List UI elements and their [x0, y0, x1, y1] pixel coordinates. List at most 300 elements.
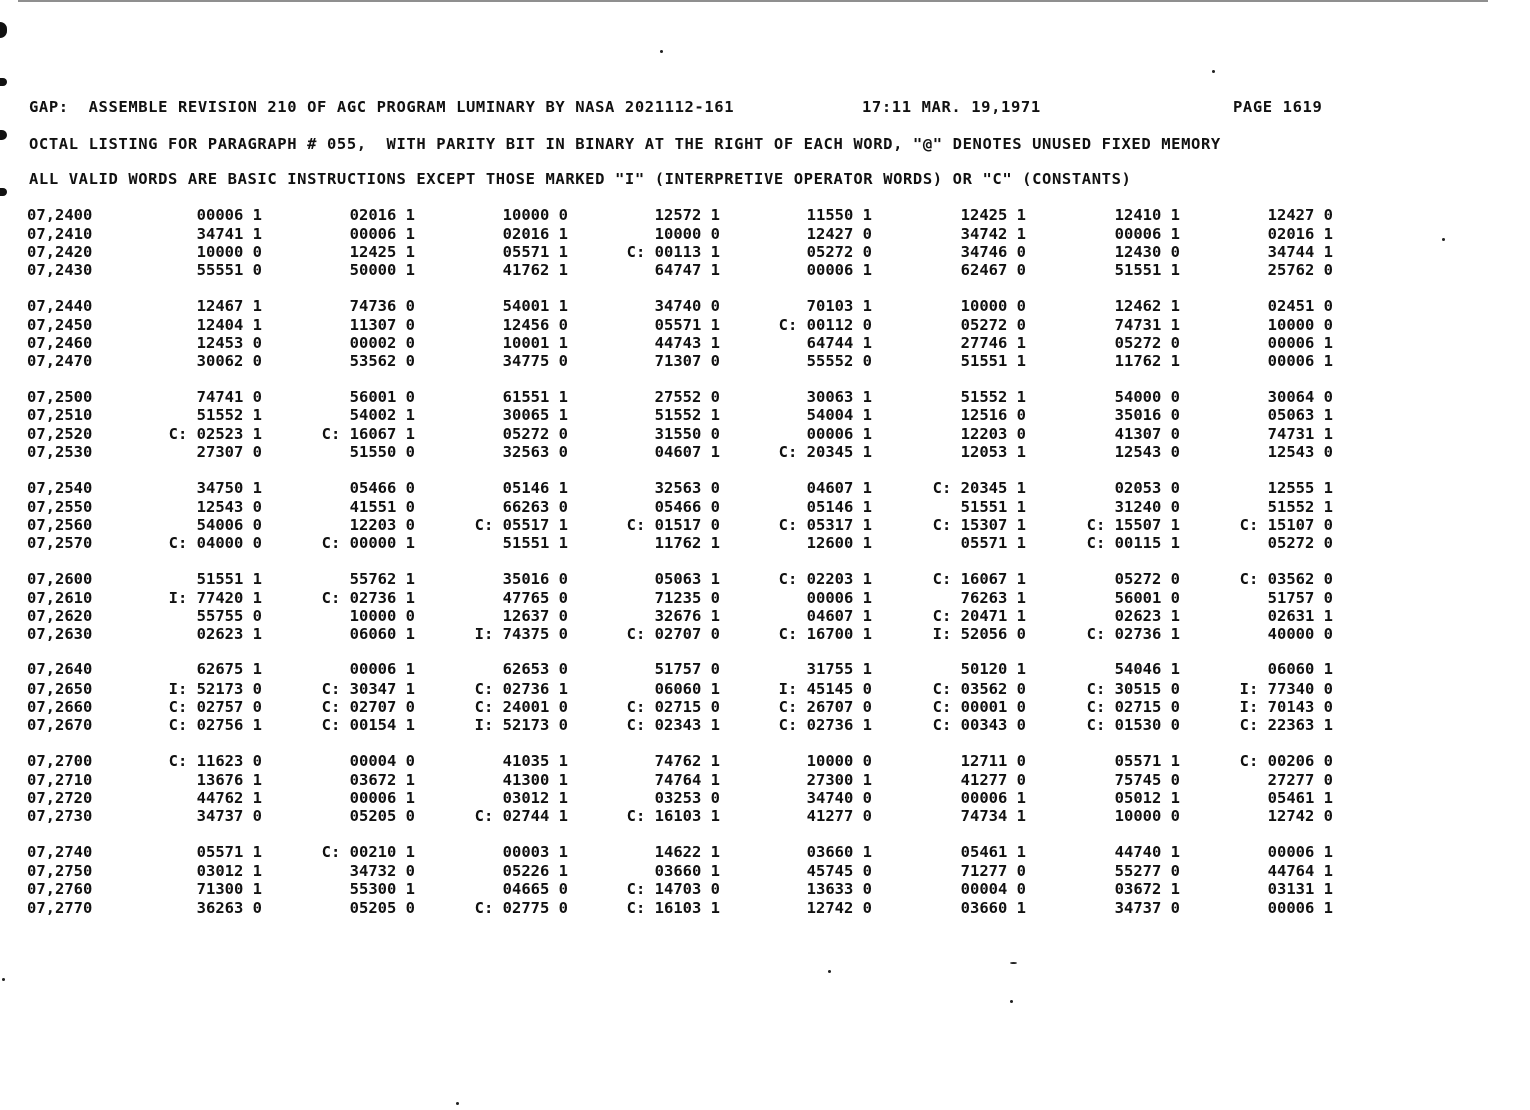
octal-word: 14622 1 — [654, 843, 720, 861]
table-row — [0, 660, 1530, 678]
octal-word: 10000 0 — [349, 607, 415, 625]
octal-word: C: 00113 1 — [626, 243, 720, 261]
octal-word: 00006 1 — [1267, 334, 1333, 352]
octal-word: 32676 1 — [654, 607, 720, 625]
table-row — [0, 225, 1530, 243]
octal-word: 03253 0 — [654, 789, 720, 807]
row-address: 07,2770 — [27, 899, 93, 917]
row-address: 07,2620 — [27, 607, 93, 625]
octal-word: 51552 1 — [1267, 498, 1333, 516]
octal-word: I: 45145 0 — [778, 680, 872, 698]
octal-word: C: 02736 1 — [778, 716, 872, 734]
table-row — [0, 843, 1530, 861]
table-row — [0, 862, 1530, 880]
octal-word: 31755 1 — [806, 660, 872, 678]
octal-word: 71277 0 — [960, 862, 1026, 880]
octal-word: I: 74375 0 — [474, 625, 568, 643]
octal-word: 02631 1 — [1267, 607, 1333, 625]
octal-word: 05205 0 — [349, 899, 415, 917]
octal-word: 10000 0 — [806, 752, 872, 770]
octal-word: C: 00000 1 — [321, 534, 415, 552]
octal-word: 31550 0 — [654, 425, 720, 443]
octal-word: 62675 1 — [196, 660, 262, 678]
octal-word: 05272 0 — [1114, 570, 1180, 588]
octal-word: 02016 1 — [349, 206, 415, 224]
octal-word: 51552 1 — [654, 406, 720, 424]
octal-word: 00006 1 — [349, 789, 415, 807]
octal-word: 12203 0 — [349, 516, 415, 534]
octal-word: 12543 0 — [1267, 443, 1333, 461]
table-row — [0, 316, 1530, 334]
octal-word: 02451 0 — [1267, 297, 1333, 315]
octal-word: 35016 0 — [502, 570, 568, 588]
octal-word: C: 02715 0 — [626, 698, 720, 716]
octal-word: 34742 1 — [960, 225, 1026, 243]
octal-word: 12555 1 — [1267, 479, 1333, 497]
table-row — [0, 607, 1530, 625]
octal-word: 41307 0 — [1114, 425, 1180, 443]
octal-word: 54006 0 — [196, 516, 262, 534]
octal-word: 04607 1 — [806, 607, 872, 625]
row-address: 07,2740 — [27, 843, 93, 861]
octal-word: 55551 0 — [196, 261, 262, 279]
octal-word: 76263 1 — [960, 589, 1026, 607]
octal-word: 54004 1 — [806, 406, 872, 424]
octal-word: 27746 1 — [960, 334, 1026, 352]
octal-word: 00006 1 — [806, 425, 872, 443]
octal-word: 74731 1 — [1267, 425, 1333, 443]
octal-word: C: 16067 1 — [932, 570, 1026, 588]
row-address: 07,2750 — [27, 862, 93, 880]
scan-speck — [1212, 70, 1215, 73]
octal-word: 71307 0 — [654, 352, 720, 370]
octal-word: 12742 0 — [1267, 807, 1333, 825]
octal-word: 41277 0 — [806, 807, 872, 825]
row-address: 07,2430 — [27, 261, 93, 279]
octal-word: 34746 0 — [960, 243, 1026, 261]
octal-word: C: 02203 1 — [778, 570, 872, 588]
listing-legend: ALL VALID WORDS ARE BASIC INSTRUCTIONS EXCEPT THOSE MARKED "I" (INTERPRETIVE OPERATOR WORDS) OR "C" (CONSTANTS) — [29, 170, 1132, 188]
octal-word: 05205 0 — [349, 807, 415, 825]
octal-word: C: 02744 1 — [474, 807, 568, 825]
octal-word: C: 30515 0 — [1086, 680, 1180, 698]
octal-word: 03660 1 — [806, 843, 872, 861]
octal-word: C: 00206 0 — [1239, 752, 1333, 770]
octal-word: 10000 0 — [960, 297, 1026, 315]
octal-word: 12410 1 — [1114, 206, 1180, 224]
page-number: PAGE 1619 — [1233, 98, 1323, 116]
octal-word: 05466 0 — [654, 498, 720, 516]
octal-word: 05272 0 — [806, 243, 872, 261]
row-address: 07,2460 — [27, 334, 93, 352]
octal-word: C: 02343 1 — [626, 716, 720, 734]
octal-word: 50120 1 — [960, 660, 1026, 678]
octal-word: 30063 1 — [806, 388, 872, 406]
table-row — [0, 516, 1530, 534]
octal-word: C: 22363 1 — [1239, 716, 1333, 734]
octal-word: 12462 1 — [1114, 297, 1180, 315]
row-address: 07,2410 — [27, 225, 93, 243]
row-address: 07,2420 — [27, 243, 93, 261]
octal-word: C: 15107 0 — [1239, 516, 1333, 534]
octal-word: 51552 1 — [960, 388, 1026, 406]
row-address: 07,2710 — [27, 771, 93, 789]
octal-word: C: 04000 0 — [168, 534, 262, 552]
table-row — [0, 479, 1530, 497]
octal-word: C: 02707 0 — [626, 625, 720, 643]
octal-word: 12572 1 — [654, 206, 720, 224]
octal-word: 56001 0 — [349, 388, 415, 406]
octal-word: 05272 0 — [1114, 334, 1180, 352]
octal-word: 70103 1 — [806, 297, 872, 315]
octal-word: 30064 0 — [1267, 388, 1333, 406]
octal-word: 00004 0 — [349, 752, 415, 770]
scan-speck — [456, 1102, 459, 1105]
row-address: 07,2670 — [27, 716, 93, 734]
octal-word: 71235 0 — [654, 589, 720, 607]
octal-word: C: 16700 1 — [778, 625, 872, 643]
octal-word: C: 02523 1 — [168, 425, 262, 443]
octal-word: C: 02707 0 — [321, 698, 415, 716]
octal-word: C: 16103 1 — [626, 807, 720, 825]
octal-word: 27552 0 — [654, 388, 720, 406]
octal-word: 00004 0 — [960, 880, 1026, 898]
octal-word: 41277 0 — [960, 771, 1026, 789]
octal-word: 12456 0 — [502, 316, 568, 334]
row-address: 07,2560 — [27, 516, 93, 534]
octal-word: 12430 0 — [1114, 243, 1180, 261]
octal-word: C: 05517 1 — [474, 516, 568, 534]
table-row — [0, 589, 1530, 607]
row-address: 07,2510 — [27, 406, 93, 424]
octal-word: 05012 1 — [1114, 789, 1180, 807]
octal-word: 32563 0 — [654, 479, 720, 497]
table-row — [0, 206, 1530, 224]
octal-word: 05461 1 — [960, 843, 1026, 861]
octal-word: 27277 0 — [1267, 771, 1333, 789]
octal-word: 00002 0 — [349, 334, 415, 352]
octal-word: 00003 1 — [502, 843, 568, 861]
octal-word: 05272 0 — [1267, 534, 1333, 552]
octal-word: C: 05317 1 — [778, 516, 872, 534]
octal-word: 10001 1 — [502, 334, 568, 352]
octal-word: 05571 1 — [654, 316, 720, 334]
octal-word: 34740 0 — [654, 297, 720, 315]
table-row — [0, 698, 1530, 716]
octal-word: 00006 1 — [349, 660, 415, 678]
octal-word: 54000 0 — [1114, 388, 1180, 406]
octal-word: 40000 0 — [1267, 625, 1333, 643]
row-address: 07,2650 — [27, 680, 93, 698]
octal-word: C: 01517 0 — [626, 516, 720, 534]
octal-word: C: 00001 0 — [932, 698, 1026, 716]
octal-word: 31240 0 — [1114, 498, 1180, 516]
scan-speck — [1010, 1000, 1013, 1003]
table-row — [0, 425, 1530, 443]
binder-hole-mark — [0, 78, 7, 86]
octal-word: 06060 1 — [349, 625, 415, 643]
octal-word: 51551 1 — [1114, 261, 1180, 279]
octal-word: 04607 1 — [806, 479, 872, 497]
octal-word: C: 20471 1 — [932, 607, 1026, 625]
octal-word: 34750 1 — [196, 479, 262, 497]
scan-speck — [2, 978, 5, 981]
table-row — [0, 716, 1530, 734]
row-address: 07,2730 — [27, 807, 93, 825]
octal-word: C: 20345 1 — [932, 479, 1026, 497]
octal-word: C: 02757 0 — [168, 698, 262, 716]
listing-description: OCTAL LISTING FOR PARAGRAPH # 055, WITH PARITY BIT IN BINARY AT THE RIGHT OF EACH WORD, "@" DENOTES UNUSED FIXED MEMORY — [29, 135, 1221, 153]
listing-title: GAP: ASSEMBLE REVISION 210 OF AGC PROGRAM LUMINARY BY NASA 2021112-161 — [29, 98, 735, 116]
octal-word: 51551 1 — [502, 534, 568, 552]
octal-word: C: 15507 1 — [1086, 516, 1180, 534]
octal-word: 12543 0 — [196, 498, 262, 516]
octal-word: 05272 0 — [960, 316, 1026, 334]
octal-word: 12425 1 — [960, 206, 1026, 224]
octal-word: 54002 1 — [349, 406, 415, 424]
octal-word: I: 52173 0 — [168, 680, 262, 698]
octal-word: 55277 0 — [1114, 862, 1180, 880]
octal-word: 55552 0 — [806, 352, 872, 370]
octal-word: C: 20345 1 — [778, 443, 872, 461]
octal-word: C: 11623 0 — [168, 752, 262, 770]
row-address: 07,2600 — [27, 570, 93, 588]
octal-word: 12742 0 — [806, 899, 872, 917]
octal-word: 05226 1 — [502, 862, 568, 880]
octal-word: 53562 0 — [349, 352, 415, 370]
row-address: 07,2500 — [27, 388, 93, 406]
octal-word: C: 03562 0 — [932, 680, 1026, 698]
octal-word: 64747 1 — [654, 261, 720, 279]
row-address: 07,2610 — [27, 589, 93, 607]
octal-word: 05272 0 — [502, 425, 568, 443]
row-address: 07,2450 — [27, 316, 93, 334]
octal-word: 32563 0 — [502, 443, 568, 461]
octal-word: 34744 1 — [1267, 243, 1333, 261]
octal-word: 12453 0 — [196, 334, 262, 352]
octal-word: C: 00343 0 — [932, 716, 1026, 734]
octal-word: 10000 0 — [1114, 807, 1180, 825]
octal-word: 05571 1 — [196, 843, 262, 861]
table-row — [0, 680, 1530, 698]
octal-word: C: 00115 1 — [1086, 534, 1180, 552]
listing-timestamp: 17:11 MAR. 19,1971 — [862, 98, 1041, 116]
table-row — [0, 406, 1530, 424]
octal-word: 12543 0 — [1114, 443, 1180, 461]
row-address: 07,2470 — [27, 352, 93, 370]
octal-word: 12425 1 — [349, 243, 415, 261]
octal-word: 56001 0 — [1114, 589, 1180, 607]
octal-word: 00006 1 — [960, 789, 1026, 807]
octal-word: 12467 1 — [196, 297, 262, 315]
octal-word: 06060 1 — [654, 680, 720, 698]
octal-word: C: 02736 1 — [321, 589, 415, 607]
binder-hole-mark — [0, 22, 7, 38]
octal-word: C: 02736 1 — [1086, 625, 1180, 643]
binder-hole-mark — [0, 188, 7, 196]
octal-word: 27300 1 — [806, 771, 872, 789]
table-row — [0, 352, 1530, 370]
octal-word: 27307 0 — [196, 443, 262, 461]
octal-word: I: 77420 1 — [168, 589, 262, 607]
octal-word: 74731 1 — [1114, 316, 1180, 334]
octal-word: 03131 1 — [1267, 880, 1333, 898]
octal-word: 05571 1 — [1114, 752, 1180, 770]
octal-word: 25762 0 — [1267, 261, 1333, 279]
octal-word: 64744 1 — [806, 334, 872, 352]
octal-word: 05466 0 — [349, 479, 415, 497]
table-row — [0, 243, 1530, 261]
scan-speck — [828, 970, 831, 973]
octal-word: 03672 1 — [1114, 880, 1180, 898]
octal-word: 50000 1 — [349, 261, 415, 279]
octal-word: 11550 1 — [806, 206, 872, 224]
table-row — [0, 334, 1530, 352]
octal-word: 11762 1 — [1114, 352, 1180, 370]
octal-word: C: 00210 1 — [321, 843, 415, 861]
octal-word: 74734 1 — [960, 807, 1026, 825]
octal-word: 44764 1 — [1267, 862, 1333, 880]
octal-word: C: 02756 1 — [168, 716, 262, 734]
octal-word: 12711 0 — [960, 752, 1026, 770]
octal-word: 34737 0 — [196, 807, 262, 825]
octal-word: 04607 1 — [654, 443, 720, 461]
scan-speck — [1010, 962, 1017, 964]
octal-word: 34775 0 — [502, 352, 568, 370]
octal-word: 03660 1 — [960, 899, 1026, 917]
octal-word: 45745 0 — [806, 862, 872, 880]
octal-word: 03012 1 — [502, 789, 568, 807]
octal-word: 62467 0 — [960, 261, 1026, 279]
octal-word: 41762 1 — [502, 261, 568, 279]
octal-word: 00006 1 — [349, 225, 415, 243]
scan-speck — [660, 50, 663, 53]
octal-word: C: 02715 0 — [1086, 698, 1180, 716]
octal-word: 04665 0 — [502, 880, 568, 898]
octal-word: 05571 1 — [960, 534, 1026, 552]
octal-word: 05146 1 — [502, 479, 568, 497]
octal-word: 02016 1 — [502, 225, 568, 243]
octal-word: 11307 0 — [349, 316, 415, 334]
row-address: 07,2550 — [27, 498, 93, 516]
octal-word: C: 24001 0 — [474, 698, 568, 716]
row-address: 07,2530 — [27, 443, 93, 461]
octal-word: 51552 1 — [196, 406, 262, 424]
table-row — [0, 297, 1530, 315]
octal-word: 05146 1 — [806, 498, 872, 516]
octal-word: 00006 1 — [1114, 225, 1180, 243]
table-row — [0, 498, 1530, 516]
octal-word: 55762 1 — [349, 570, 415, 588]
octal-word: 61551 1 — [502, 388, 568, 406]
row-address: 07,2660 — [27, 698, 93, 716]
table-row — [0, 625, 1530, 643]
octal-word: 02623 1 — [1114, 607, 1180, 625]
table-row — [0, 789, 1530, 807]
row-address: 07,2640 — [27, 660, 93, 678]
octal-word: 05063 1 — [1267, 406, 1333, 424]
octal-word: 41300 1 — [502, 771, 568, 789]
octal-word: 51757 0 — [654, 660, 720, 678]
octal-word: 06060 1 — [1267, 660, 1333, 678]
octal-word: 44743 1 — [654, 334, 720, 352]
octal-word: I: 52056 0 — [932, 625, 1026, 643]
row-address: 07,2570 — [27, 534, 93, 552]
octal-word: C: 14703 0 — [626, 880, 720, 898]
octal-word: C: 30347 1 — [321, 680, 415, 698]
octal-word: 05063 1 — [654, 570, 720, 588]
octal-word: 55300 1 — [349, 880, 415, 898]
octal-word: C: 03562 0 — [1239, 570, 1333, 588]
row-address: 07,2720 — [27, 789, 93, 807]
octal-word: C: 01530 0 — [1086, 716, 1180, 734]
octal-word: 35016 0 — [1114, 406, 1180, 424]
octal-word: 12600 1 — [806, 534, 872, 552]
octal-word: 13676 1 — [196, 771, 262, 789]
octal-word: 74736 0 — [349, 297, 415, 315]
octal-word: 36263 0 — [196, 899, 262, 917]
octal-word: 00006 1 — [1267, 843, 1333, 861]
octal-word: 44762 1 — [196, 789, 262, 807]
table-row — [0, 899, 1530, 917]
octal-word: 54046 1 — [1114, 660, 1180, 678]
row-address: 07,2700 — [27, 752, 93, 770]
octal-word: 00006 1 — [1267, 352, 1333, 370]
octal-word: 12404 1 — [196, 316, 262, 334]
octal-word: 13633 0 — [806, 880, 872, 898]
octal-word: C: 16103 1 — [626, 899, 720, 917]
octal-word: 11762 1 — [654, 534, 720, 552]
octal-word: 02623 1 — [196, 625, 262, 643]
octal-word: 47765 0 — [502, 589, 568, 607]
octal-word: C: 26707 0 — [778, 698, 872, 716]
octal-word: 12427 0 — [806, 225, 872, 243]
scan-top-edge — [18, 0, 1488, 2]
row-address: 07,2440 — [27, 297, 93, 315]
octal-word: 30065 1 — [502, 406, 568, 424]
octal-word: 02053 0 — [1114, 479, 1180, 497]
octal-word: 34737 0 — [1114, 899, 1180, 917]
octal-word: 41035 1 — [502, 752, 568, 770]
octal-word: 51551 1 — [196, 570, 262, 588]
octal-word: 51551 1 — [960, 352, 1026, 370]
octal-word: 44740 1 — [1114, 843, 1180, 861]
octal-word: I: 52173 0 — [474, 716, 568, 734]
octal-word: C: 02736 1 — [474, 680, 568, 698]
octal-word: 74762 1 — [654, 752, 720, 770]
octal-word: 62653 0 — [502, 660, 568, 678]
octal-word: 12637 0 — [502, 607, 568, 625]
table-row — [0, 261, 1530, 279]
binder-hole-mark — [0, 130, 7, 140]
octal-word: 03012 1 — [196, 862, 262, 880]
octal-word: 51551 1 — [960, 498, 1026, 516]
octal-word: 12427 0 — [1267, 206, 1333, 224]
octal-word: C: 00154 1 — [321, 716, 415, 734]
octal-word: C: 16067 1 — [321, 425, 415, 443]
octal-word: 55755 0 — [196, 607, 262, 625]
octal-word: I: 70143 0 — [1239, 698, 1333, 716]
octal-word: 03672 1 — [349, 771, 415, 789]
row-address: 07,2540 — [27, 479, 93, 497]
table-row — [0, 807, 1530, 825]
octal-word: 10000 0 — [1267, 316, 1333, 334]
octal-word: 66263 0 — [502, 498, 568, 516]
table-row — [0, 771, 1530, 789]
octal-word: 51550 0 — [349, 443, 415, 461]
octal-word: 12053 1 — [960, 443, 1026, 461]
octal-word: 00006 1 — [1267, 899, 1333, 917]
